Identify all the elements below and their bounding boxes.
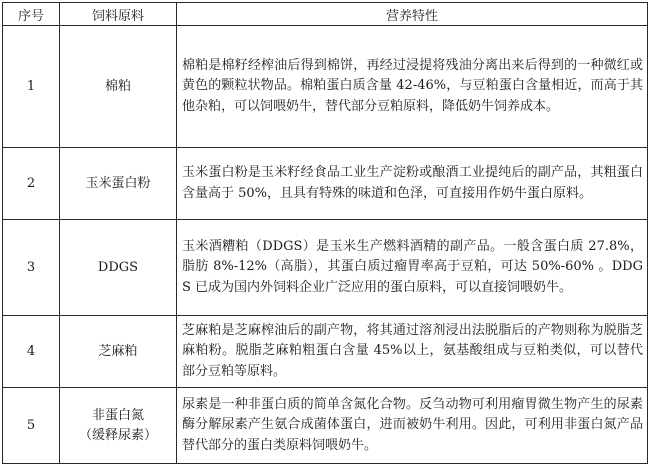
- table-row: [3, 388, 648, 464]
- row-ingredient: [60, 388, 177, 464]
- row-index: 1: [3, 26, 60, 148]
- row-description: 玉米蛋白粉是玉米籽经食品工业生产淀粉或酿酒工业提纯后的副产品，其粗蛋白含量高于 50%，且具有特殊的味道和色泽，可直接用作奶牛蛋白原料。: [177, 148, 648, 220]
- row-ingredient-name: 非蛋白氮: [91, 407, 144, 423]
- row-ingredient-subname: （缓释尿素）: [78, 427, 157, 443]
- row-index: 5: [3, 388, 60, 464]
- row-description: 尿素是一种非蛋白质的简单含氮化合物。反刍动物可利用瘤胃微生物产生的尿素酶分解尿素产生氨合成菌体蛋白，进而被奶牛利用。因此，可利用非蛋白氮产品替代部分的蛋白类原料饲喂奶牛。: [177, 388, 648, 464]
- row-description: 棉粕是棉籽经榨油后得到棉饼，再经过浸提将残油分离出来后得到的一种微红或黄色的颗粒状物品。棉粕蛋白质含量 42-46%，与豆粕蛋白含量相近，而高于其他杂粕，可以饲喂奶牛，替代部分豆粕原料，降低奶牛饲养成本。: [177, 26, 648, 148]
- row-index: 2: [3, 148, 60, 220]
- header-ingredient: 饲料原料: [60, 3, 177, 26]
- row-index: 4: [3, 316, 60, 388]
- header-nutrition: 营养特性: [177, 3, 648, 26]
- table-row: [3, 148, 648, 220]
- table-row: [3, 220, 648, 316]
- table-row: [3, 26, 648, 148]
- row-index: 3: [3, 220, 60, 316]
- table-header-row: [3, 3, 648, 26]
- row-ingredient: 芝麻粕: [60, 316, 177, 388]
- row-ingredient: 棉粕: [60, 26, 177, 148]
- table-row: [3, 316, 648, 388]
- row-description: 玉米酒糟粕（DDGS）是玉米生产燃料酒精的副产品。一般含蛋白质 27.8%，脂肪 8%-12%（高脂），其蛋白质过瘤胃率高于豆粕，可达 50%-60% 。DDGS 已成为国内外饲料企业广泛应用的蛋白原料，可以直接饲喂奶牛。: [177, 220, 648, 316]
- row-ingredient: 玉米蛋白粉: [60, 148, 177, 220]
- feed-ingredients-table: [2, 2, 648, 464]
- row-ingredient: DDGS: [60, 220, 177, 316]
- row-description: 芝麻粕是芝麻榨油后的副产物，将其通过溶剂浸出法脱脂后的产物则称为脱脂芝麻粕粉。脱脂芝麻粕粗蛋白含量 45%以上，氨基酸组成与豆粕类似，可以替代部分豆粕等原料。: [177, 316, 648, 388]
- header-index: 序号: [3, 3, 60, 26]
